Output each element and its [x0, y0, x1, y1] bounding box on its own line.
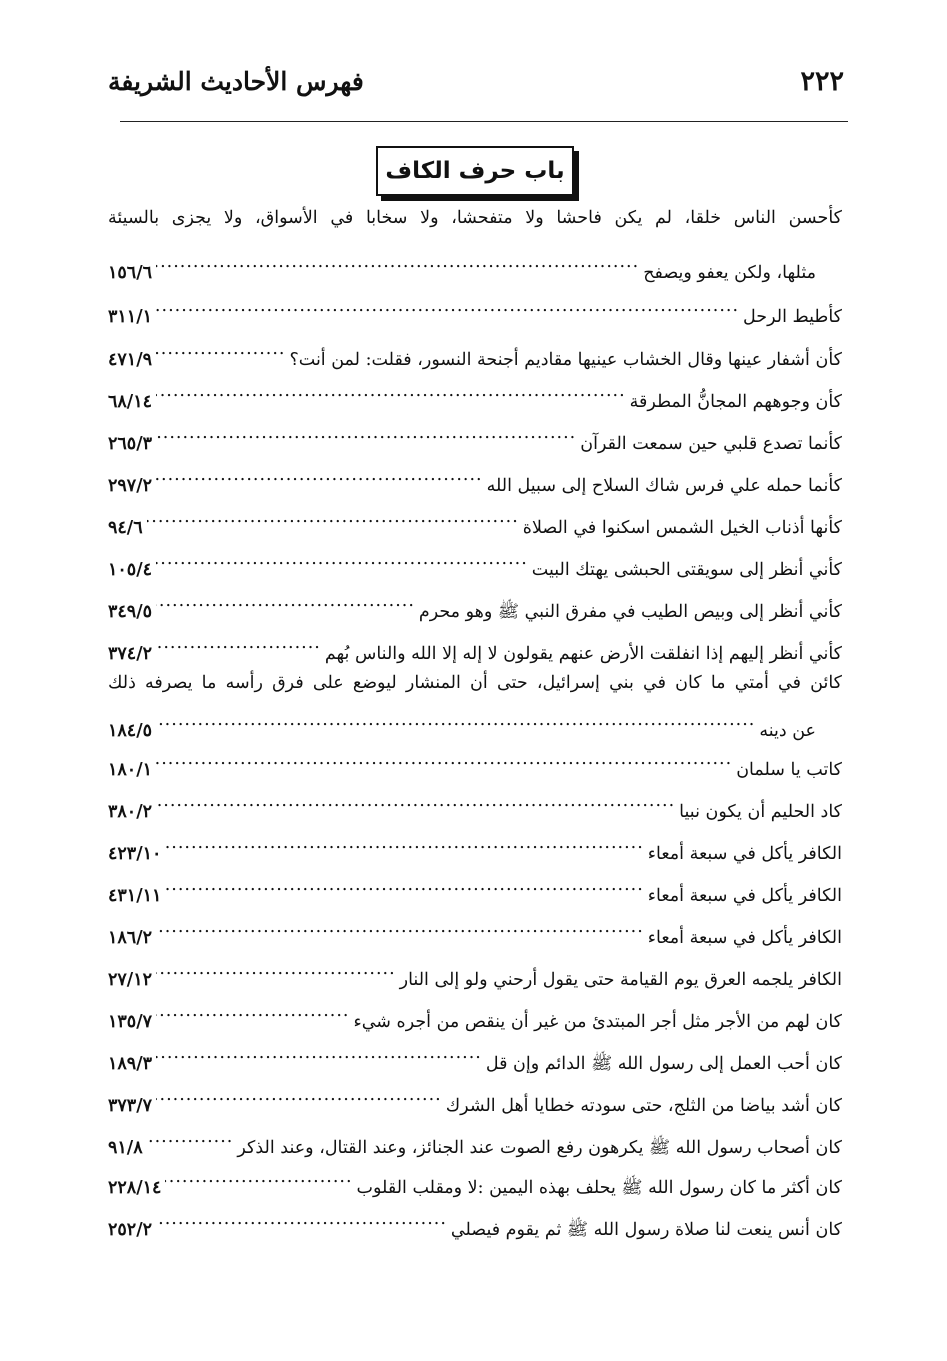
- index-entry: [108, 911, 842, 948]
- leader-dots: [147, 1121, 234, 1153]
- volume-page-ref: ٢٢٨/١٤: [108, 1178, 162, 1198]
- entry-text: عن دينه: [759, 721, 816, 741]
- volume-page-ref: ١٨٩/٣: [108, 1054, 152, 1074]
- entry-text: كأطيط الرحل: [743, 307, 842, 327]
- index-entry: [108, 333, 842, 370]
- volume-page-ref: ٩١/٨: [108, 1138, 143, 1158]
- index-entry: [108, 1079, 842, 1116]
- leader-dots: [165, 1161, 352, 1193]
- index-entry-line: [108, 667, 842, 699]
- leader-dots: [165, 869, 643, 901]
- entry-text: كان أحب العمل إلى رسول الله ﷺ الدائم وإن قل: [485, 1054, 842, 1074]
- leader-dots: [147, 501, 519, 533]
- entry-text: كأن أشفار عينها وقال الخشاب عينيها مقاديم أجنحة النسور، فقلت: لمن أنت؟: [289, 350, 842, 370]
- volume-page-ref: ١٣٥/٧: [108, 1012, 152, 1032]
- leader-dots: [156, 995, 349, 1027]
- volume-page-ref: ٤٧١/٩: [108, 350, 152, 370]
- index-entry: [108, 417, 842, 454]
- volume-page-ref: ٢٥٢/٢: [108, 1220, 152, 1240]
- index-entry: [108, 290, 842, 327]
- index-entry: [108, 1161, 842, 1198]
- entry-text: كأحسن الناس خلقا، لم يكن فاحشا ولا متفحشا، ولا سخابا في الأسواق، ولا يجزى بالسيئة: [108, 208, 842, 228]
- running-head-title: فهرس الأحاديث الشريفة: [108, 67, 364, 96]
- volume-page-ref: ٤٣١/١١: [108, 886, 162, 906]
- index-entry: [108, 827, 842, 864]
- entry-text: كأني أنظر إلى وبيص الطيب في مفرق النبي ﷺ وهو محرم: [418, 602, 842, 622]
- entry-text: كان لهم من الأجر مثل أجر المبتدئ من غير أن ينقص من أجره شيء: [353, 1012, 842, 1032]
- volume-page-ref: ١٥٦/٦: [108, 263, 152, 283]
- page-number: ٢٢٢: [800, 66, 844, 97]
- entry-text: كأني أنظر إليهم إذا انفلقت الأرض عنهم يقولون لا إله إلا الله والناس بُهم: [324, 644, 842, 664]
- entry-text: كاتب يا سلمان: [736, 760, 842, 780]
- index-entry-line: [108, 202, 842, 234]
- volume-page-ref: ١٠٥/٤: [108, 560, 152, 580]
- entry-text: الكافر يأكل في سبعة أمعاء: [647, 886, 842, 906]
- index-entry: [108, 785, 842, 822]
- entry-text: كأنما حمله علي فرس شاك السلاح إلى سبيل الله: [486, 476, 842, 496]
- volume-page-ref: ٦٨/١٤: [108, 392, 152, 412]
- volume-page-ref: ٢٧/١٢: [108, 970, 152, 990]
- entry-text: كأني أنظر إلى سويقتى الحبشى يهتك البيت: [531, 560, 842, 580]
- index-entry: [108, 743, 842, 780]
- index-entry: [108, 246, 842, 283]
- leader-dots: [165, 827, 643, 859]
- volume-page-ref: ٣٧٣/٧: [108, 1096, 152, 1116]
- volume-page-ref: ٤٢٣/١٠: [108, 844, 162, 864]
- volume-page-ref: ٣٨٠/٢: [108, 802, 152, 822]
- leader-dots: [156, 911, 644, 943]
- leader-dots: [156, 953, 396, 985]
- volume-page-ref: ٣٧٤/٢: [108, 644, 152, 664]
- index-entry: [108, 459, 842, 496]
- entry-text: كان أصحاب رسول الله ﷺ يكرهون رفع الصوت عند الجنائز، وعند القتال، وعند الذكر: [237, 1138, 842, 1158]
- volume-page-ref: ٣١١/١: [108, 307, 152, 327]
- leader-dots: [156, 1037, 482, 1069]
- volume-page-ref: ١٨٠/١: [108, 760, 152, 780]
- index-entry: [108, 543, 842, 580]
- entry-text: الكافر يأكل في سبعة أمعاء: [647, 928, 842, 948]
- leader-dots: [156, 459, 483, 491]
- leader-dots: [156, 1079, 442, 1111]
- entry-text: الكافر يلجمه العرق يوم القيامة حتى يقول أرحني ولو إلى النار: [399, 970, 842, 990]
- chapter-title: باب حرف الكاف: [385, 158, 565, 184]
- running-head: [108, 62, 844, 106]
- entry-text: كأن وجوههم المجانُّ المطرقة: [629, 392, 842, 412]
- entry-text: كائن في أمتي ما كان في بني إسرائيل، حتى أن المنشار ليوضع على فرق رأسه ما يصرفه ذلك: [108, 673, 842, 693]
- entry-text: كان أشد بياضا من الثلج، حتى سودته خطايا أهل الشرك: [445, 1096, 842, 1116]
- index-entry: [108, 1203, 842, 1240]
- index-entry: [108, 1121, 842, 1158]
- volume-page-ref: ٩٤/٦: [108, 518, 143, 538]
- header-divider: [120, 121, 848, 122]
- volume-page-ref: ١٨٦/٢: [108, 928, 152, 948]
- leader-dots: [156, 417, 576, 449]
- entry-text: كأنما تصدع قلبي حين سمعت القرآن: [580, 434, 842, 454]
- chapter-heading: [376, 146, 574, 196]
- index-entry: [108, 953, 842, 990]
- volume-page-ref: ٢٦٥/٣: [108, 434, 152, 454]
- index-entry: [108, 627, 842, 664]
- leader-dots: [156, 585, 415, 617]
- volume-page-ref: ١٨٤/٥: [108, 721, 152, 741]
- volume-page-ref: ٢٩٧/٢: [108, 476, 152, 496]
- entry-text: كان أنس ينعت لنا صلاة رسول الله ﷺ ثم يقوم فيصلي: [450, 1220, 842, 1240]
- entry-text: كاد الحليم أن يكون نبيا: [679, 802, 842, 822]
- index-entry: [108, 501, 842, 538]
- index-entry: [108, 704, 842, 741]
- index-entry: [108, 375, 842, 412]
- leader-dots: [156, 627, 321, 659]
- leader-dots: [156, 375, 626, 407]
- volume-page-ref: ٣٤٩/٥: [108, 602, 152, 622]
- leader-dots: [156, 290, 739, 322]
- leader-dots: [156, 1203, 447, 1235]
- index-entry: [108, 1037, 842, 1074]
- entry-text: مثلها، ولكن يعفو ويصفح: [643, 263, 816, 283]
- index-entry: [108, 995, 842, 1032]
- entry-text: الكافر يأكل في سبعة أمعاء: [647, 844, 842, 864]
- index-entry: [108, 585, 842, 622]
- leader-dots: [156, 704, 755, 736]
- leader-dots: [156, 543, 528, 575]
- entry-text: كأنها أذناب الخيل الشمس اسكنوا في الصلاة: [522, 518, 842, 538]
- index-entry: [108, 869, 842, 906]
- leader-dots: [156, 743, 732, 775]
- leader-dots: [156, 785, 675, 817]
- leader-dots: [156, 246, 639, 278]
- leader-dots: [156, 333, 285, 365]
- entry-text: كان أكثر ما كان رسول الله ﷺ يحلف بهذه اليمين :لا ومقلب القلوب: [356, 1178, 842, 1198]
